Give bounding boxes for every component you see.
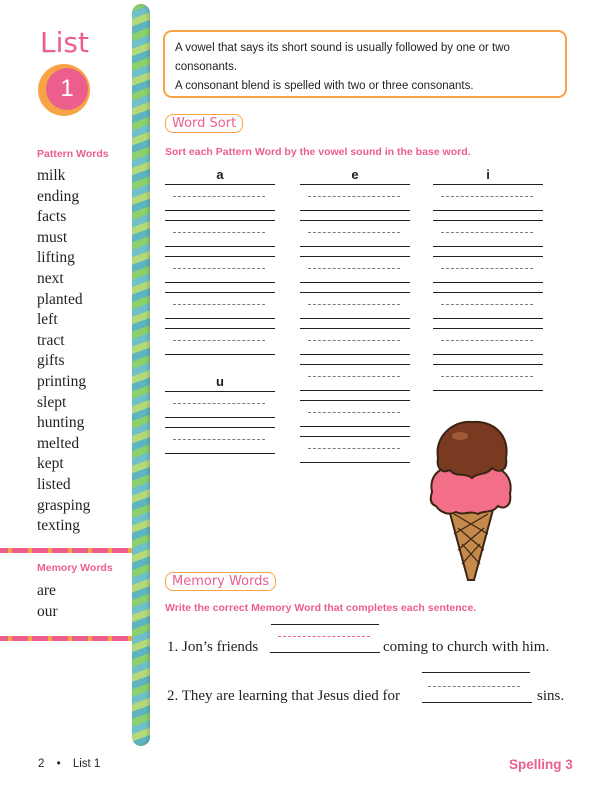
writing-line-dashed <box>308 268 400 269</box>
sentence-1-blank[interactable] <box>270 652 380 653</box>
book-title: Spelling 3 <box>509 757 573 772</box>
writing-line-dashed <box>441 232 533 233</box>
sentence2-top-guide <box>422 672 530 673</box>
sentence-1-end: coming to church with him. <box>383 639 550 655</box>
sentence1-dashed-guide <box>278 636 370 637</box>
writing-line-base[interactable] <box>300 246 410 247</box>
spelling-rule-box <box>163 30 567 98</box>
writing-line-base[interactable] <box>300 354 410 355</box>
writing-line-dashed <box>441 340 533 341</box>
writing-line-dashed <box>173 196 265 197</box>
sentence1-top-guide <box>271 624 379 625</box>
page-footer <box>38 758 100 770</box>
writing-line-dashed <box>308 232 400 233</box>
pattern-word: gifts <box>37 352 65 370</box>
pattern-word: facts <box>37 208 67 226</box>
word-sort-instruction: Sort each Pattern Word by the vowel sound in the base word. <box>165 146 471 158</box>
writing-line-dashed <box>441 376 533 377</box>
writing-line-base[interactable] <box>165 354 275 355</box>
writing-line-dashed <box>173 268 265 269</box>
writing-line-top <box>165 256 275 257</box>
writing-line-dashed <box>308 448 400 449</box>
writing-line-base[interactable] <box>165 318 275 319</box>
writing-line-top <box>300 436 410 437</box>
writing-line-base[interactable] <box>165 282 275 283</box>
writing-line-top <box>433 220 543 221</box>
writing-line-dashed <box>441 304 533 305</box>
memory-words-heading: Memory Words <box>37 562 113 574</box>
writing-line-top <box>300 364 410 365</box>
rule-line-1: A vowel that says its short sound is usually followed by one or two consonants. <box>175 42 510 73</box>
memory-word-list <box>37 581 58 622</box>
writing-line-top <box>165 328 275 329</box>
column-head-e: e <box>351 167 359 182</box>
writing-line-base[interactable] <box>300 390 410 391</box>
writing-line-dashed <box>173 304 265 305</box>
writing-line-dashed <box>308 412 400 413</box>
writing-line-dashed <box>173 403 265 404</box>
writing-line-dashed <box>173 232 265 233</box>
writing-line-top <box>300 292 410 293</box>
pattern-word: listed <box>37 475 71 493</box>
writing-line-top <box>165 427 275 428</box>
sentence2-dashed-guide <box>428 686 520 687</box>
pattern-word: hunting <box>37 414 85 432</box>
pattern-word: next <box>37 269 64 287</box>
sidebar-divider-top <box>0 548 140 553</box>
sentence-1-start: 1. Jon’s friends <box>167 639 259 655</box>
pattern-word: ending <box>37 187 80 205</box>
column-head-a: a <box>216 167 224 182</box>
writing-line-top <box>300 328 410 329</box>
writing-line-top <box>300 256 410 257</box>
writing-line-top <box>300 220 410 221</box>
writing-line-base[interactable] <box>300 426 410 427</box>
writing-line-base[interactable] <box>433 390 543 391</box>
writing-line-base[interactable] <box>165 210 275 211</box>
pattern-word: tract <box>37 331 65 349</box>
sentence-2-end: sins. <box>537 688 565 704</box>
writing-line-dashed <box>308 304 400 305</box>
list-title: List <box>40 26 89 59</box>
pattern-word-list <box>37 166 90 537</box>
braided-rope-divider <box>132 4 150 746</box>
writing-line-top <box>165 184 275 185</box>
sidebar-divider-bottom <box>0 636 140 641</box>
ice-cream-cone-illustration <box>426 414 516 586</box>
pattern-word: printing <box>37 372 87 390</box>
writing-line-dashed <box>441 196 533 197</box>
footer-bullet: • <box>56 758 61 770</box>
writing-line-base[interactable] <box>433 354 543 355</box>
writing-line-base[interactable] <box>165 246 275 247</box>
writing-line-top <box>165 220 275 221</box>
writing-line-top <box>433 256 543 257</box>
list-number: 1 <box>46 68 88 110</box>
memory-words-instruction: Write the correct Memory Word that completes each sentence. <box>165 602 477 614</box>
rule-line-2: A consonant blend is spelled with two or three consonants. <box>175 80 474 92</box>
writing-line-top <box>165 292 275 293</box>
pattern-word: must <box>37 228 68 246</box>
memory-word: our <box>37 602 58 620</box>
page-number: 2 <box>38 758 45 770</box>
writing-line-base[interactable] <box>300 462 410 463</box>
writing-line-base[interactable] <box>300 318 410 319</box>
word-sort-label: Word Sort <box>165 114 243 133</box>
pattern-word: left <box>37 311 58 329</box>
writing-line-top <box>433 184 543 185</box>
writing-line-base[interactable] <box>300 210 410 211</box>
writing-line-top <box>300 400 410 401</box>
writing-line-base[interactable] <box>433 210 543 211</box>
writing-line-base[interactable] <box>433 246 543 247</box>
writing-line-top <box>433 292 543 293</box>
pattern-word: planted <box>37 290 83 308</box>
writing-line-dashed <box>173 439 265 440</box>
writing-line-dashed <box>441 268 533 269</box>
sentence-2-start: 2. They are learning that Jesus died for <box>167 688 400 704</box>
writing-line-base[interactable] <box>300 282 410 283</box>
list-number-badge <box>38 64 90 116</box>
writing-line-base[interactable] <box>433 282 543 283</box>
writing-line-base[interactable] <box>165 417 275 418</box>
pattern-word: milk <box>37 167 66 184</box>
memory-words-label: Memory Words <box>165 572 276 591</box>
writing-line-top <box>433 328 543 329</box>
writing-line-dashed <box>308 376 400 377</box>
pattern-word: lifting <box>37 249 75 267</box>
writing-line-dashed <box>173 340 265 341</box>
pattern-words-heading: Pattern Words <box>37 148 109 160</box>
sentence-2-blank[interactable] <box>422 702 532 703</box>
writing-line-dashed <box>308 340 400 341</box>
writing-line-top <box>433 364 543 365</box>
memory-word: are <box>37 582 56 599</box>
writing-line-base[interactable] <box>165 453 275 454</box>
footer-list-label: List 1 <box>72 758 101 770</box>
writing-line-dashed <box>308 196 400 197</box>
writing-line-top <box>165 391 275 392</box>
pattern-word: kept <box>37 455 64 473</box>
pattern-word: slept <box>37 393 67 411</box>
pattern-word: melted <box>37 434 80 452</box>
column-head-i: i <box>486 167 490 182</box>
writing-line-top <box>300 184 410 185</box>
pattern-word: grasping <box>37 496 91 514</box>
column-head-u: u <box>216 374 224 389</box>
writing-line-base[interactable] <box>433 318 543 319</box>
pattern-word: texting <box>37 517 81 535</box>
